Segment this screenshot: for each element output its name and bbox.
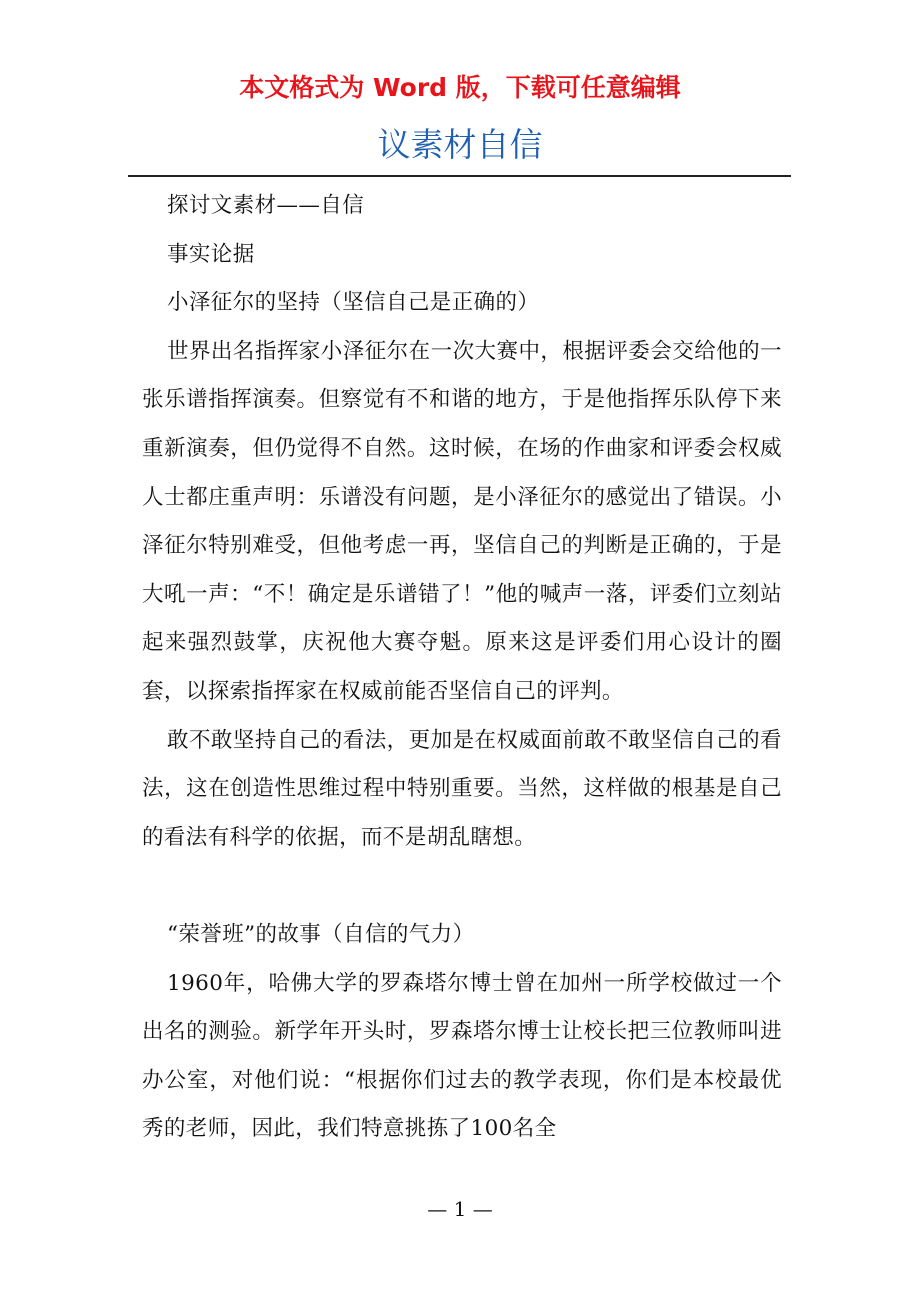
format-notice: 本文格式为 Word 版，下载可任意编辑 — [239, 73, 681, 102]
paragraph-story-2: 1960年，哈佛大学的罗森塔尔博士曾在加州一所学校做过一个出名的测验。新学年开头时，罗森塔尔博士让校长把三位教师叫进办公室，对他们说：“根据你们过去的教学表现，你们是本校最优秀的老师，因此，我们特意挑拣了100名全 — [142, 970, 782, 1142]
title-divider — [128, 175, 791, 177]
paragraph-section-label: 事实论据 — [167, 241, 255, 267]
document-body — [142, 182, 782, 1154]
paragraph-topic: 探讨文素材——自信 — [167, 193, 365, 218]
document-title: 议素材自信 — [377, 125, 543, 164]
paragraph-subheading-1: 小泽征尔的坚持（坚信自己是正确的） — [167, 290, 540, 316]
page-number: — 1 — — [427, 1197, 493, 1221]
paragraph-subheading-2: “荣誉班”的故事（自信的气力） — [167, 921, 475, 947]
paragraph-commentary-1: 敢不敢坚持自己的看法，更加是在权威面前敢不敢坚信自己的看法，这在创造性思维过程中特别重要。当然，这样做的根基是自己的看法有科学的依据，而不是胡乱瞎想。 — [142, 727, 782, 850]
paragraph-story-1: 世界出名指挥家小泽征尔在一次大赛中，根据评委会交给他的一张乐谱指挥演奏。但察觉有不和谐的地方，于是他指挥乐队停下来重新演奏，但仍觉得不自然。这时候，在场的作曲家和评委会权威人士都庄重声明：乐谱没有问题，是小泽征尔的感觉出了错误。小泽征尔特别难受，但他考虑一再，坚信自己的判断是正确的，于是大吼一声：“不！确定是乐谱错了！”他的喊声一落，评委们立刻站起来强烈鼓掌，庆祝他大赛夺魁。原来这是评委们用心设计的圈套，以探索指挥家在权威前能否坚信自己的评判。 — [142, 338, 782, 704]
